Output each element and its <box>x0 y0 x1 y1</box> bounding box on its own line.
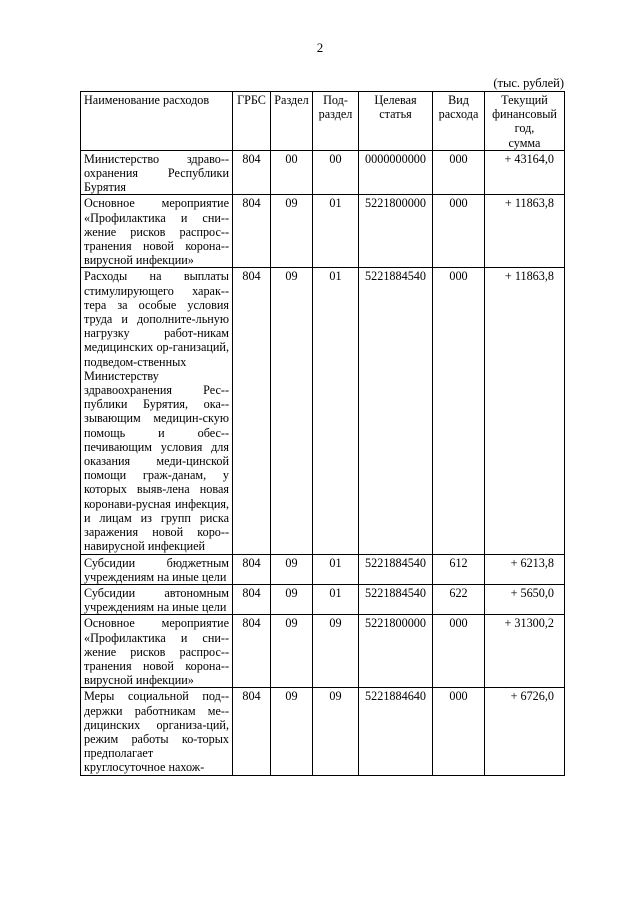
row-section: 09 <box>271 688 313 775</box>
table-row <box>81 584 565 614</box>
row-subsection: 01 <box>313 268 359 554</box>
table-row <box>81 195 565 268</box>
row-grbs: 804 <box>233 268 271 554</box>
row-grbs: 804 <box>233 554 271 584</box>
row-amount: + 31300,2 <box>485 615 565 688</box>
row-target: 5221884640 <box>359 688 433 775</box>
row-grbs: 804 <box>233 195 271 268</box>
header-kind: Вид расхода <box>433 92 485 151</box>
header-name: Наименование расходов <box>81 92 233 151</box>
row-section: 09 <box>271 615 313 688</box>
units-label: (тыс. рублей) <box>493 76 564 90</box>
header-section: Раздел <box>271 92 313 151</box>
row-target: 5221884540 <box>359 268 433 554</box>
row-grbs: 804 <box>233 584 271 614</box>
row-name: Основное мероприятие «Профилактика и сни-жение рисков распрос-транения новой корона-вирусной инфекции» <box>81 195 233 268</box>
header-subsection: Под- раздел <box>313 92 359 151</box>
row-section: 09 <box>271 554 313 584</box>
row-subsection: 01 <box>313 554 359 584</box>
row-name: Субсидии автономным учреждениям на иные цели <box>81 584 233 614</box>
header-target: Целевая статья <box>359 92 433 151</box>
row-name: Меры социальной под-держки работникам ме-дицинских организа-ций, режим работы ко-торых предполагает круглосуточное нахож- <box>81 688 233 775</box>
row-section: 00 <box>271 150 313 195</box>
row-section: 09 <box>271 584 313 614</box>
header-grbs: ГРБС <box>233 92 271 151</box>
row-subsection: 01 <box>313 584 359 614</box>
table-row <box>81 268 565 554</box>
row-kind: 622 <box>433 584 485 614</box>
row-grbs: 804 <box>233 615 271 688</box>
row-amount: + 43164,0 <box>485 150 565 195</box>
row-target: 5221800000 <box>359 195 433 268</box>
row-target: 5221884540 <box>359 584 433 614</box>
table-row <box>81 554 565 584</box>
row-grbs: 804 <box>233 688 271 775</box>
header-amount: Текущий финансовый год, сумма <box>485 92 565 151</box>
row-target: 5221884540 <box>359 554 433 584</box>
row-amount: + 11863,8 <box>485 195 565 268</box>
page-number: 2 <box>316 40 324 55</box>
row-subsection: 01 <box>313 195 359 268</box>
row-kind: 000 <box>433 195 485 268</box>
row-target: 5221800000 <box>359 615 433 688</box>
row-subsection: 09 <box>313 688 359 775</box>
row-subsection: 00 <box>313 150 359 195</box>
table-row <box>81 150 565 195</box>
row-kind: 000 <box>433 615 485 688</box>
row-amount: + 6726,0 <box>485 688 565 775</box>
row-amount: + 6213,8 <box>485 554 565 584</box>
table-header-row <box>81 92 565 151</box>
table-row <box>81 688 565 775</box>
row-subsection: 09 <box>313 615 359 688</box>
row-name: Расходы на выплаты стимулирующего харак-тера за особые условия труда и дополните-льную нагрузку работ-никам медицинских ор-ганизаций, подведом-ственных Министерству здравоохранения Рес-публики Бурятия, ока-зывающим медицин-скую помощь и обес-печивающим условия для оказания меди-цинской помощи граж-данам, у которых выяв-лена новая коронави-русная инфекция, и лицам из групп риска заражения новой коро-навирусной инфекцией <box>81 268 233 554</box>
row-name: Субсидии бюджетным учреждениям на иные цели <box>81 554 233 584</box>
row-name: Основное мероприятие «Профилактика и сни-жение рисков распрос-транения новой корона-вирусной инфекции» <box>81 615 233 688</box>
row-section: 09 <box>271 195 313 268</box>
row-amount: + 11863,8 <box>485 268 565 554</box>
row-kind: 000 <box>433 150 485 195</box>
row-amount: + 5650,0 <box>485 584 565 614</box>
table-row <box>81 615 565 688</box>
row-kind: 612 <box>433 554 485 584</box>
expenses-table <box>80 91 565 776</box>
row-kind: 000 <box>433 268 485 554</box>
row-grbs: 804 <box>233 150 271 195</box>
row-target: 0000000000 <box>359 150 433 195</box>
row-section: 09 <box>271 268 313 554</box>
row-kind: 000 <box>433 688 485 775</box>
row-name: Министерство здраво-охранения Республики Бурятия <box>81 150 233 195</box>
